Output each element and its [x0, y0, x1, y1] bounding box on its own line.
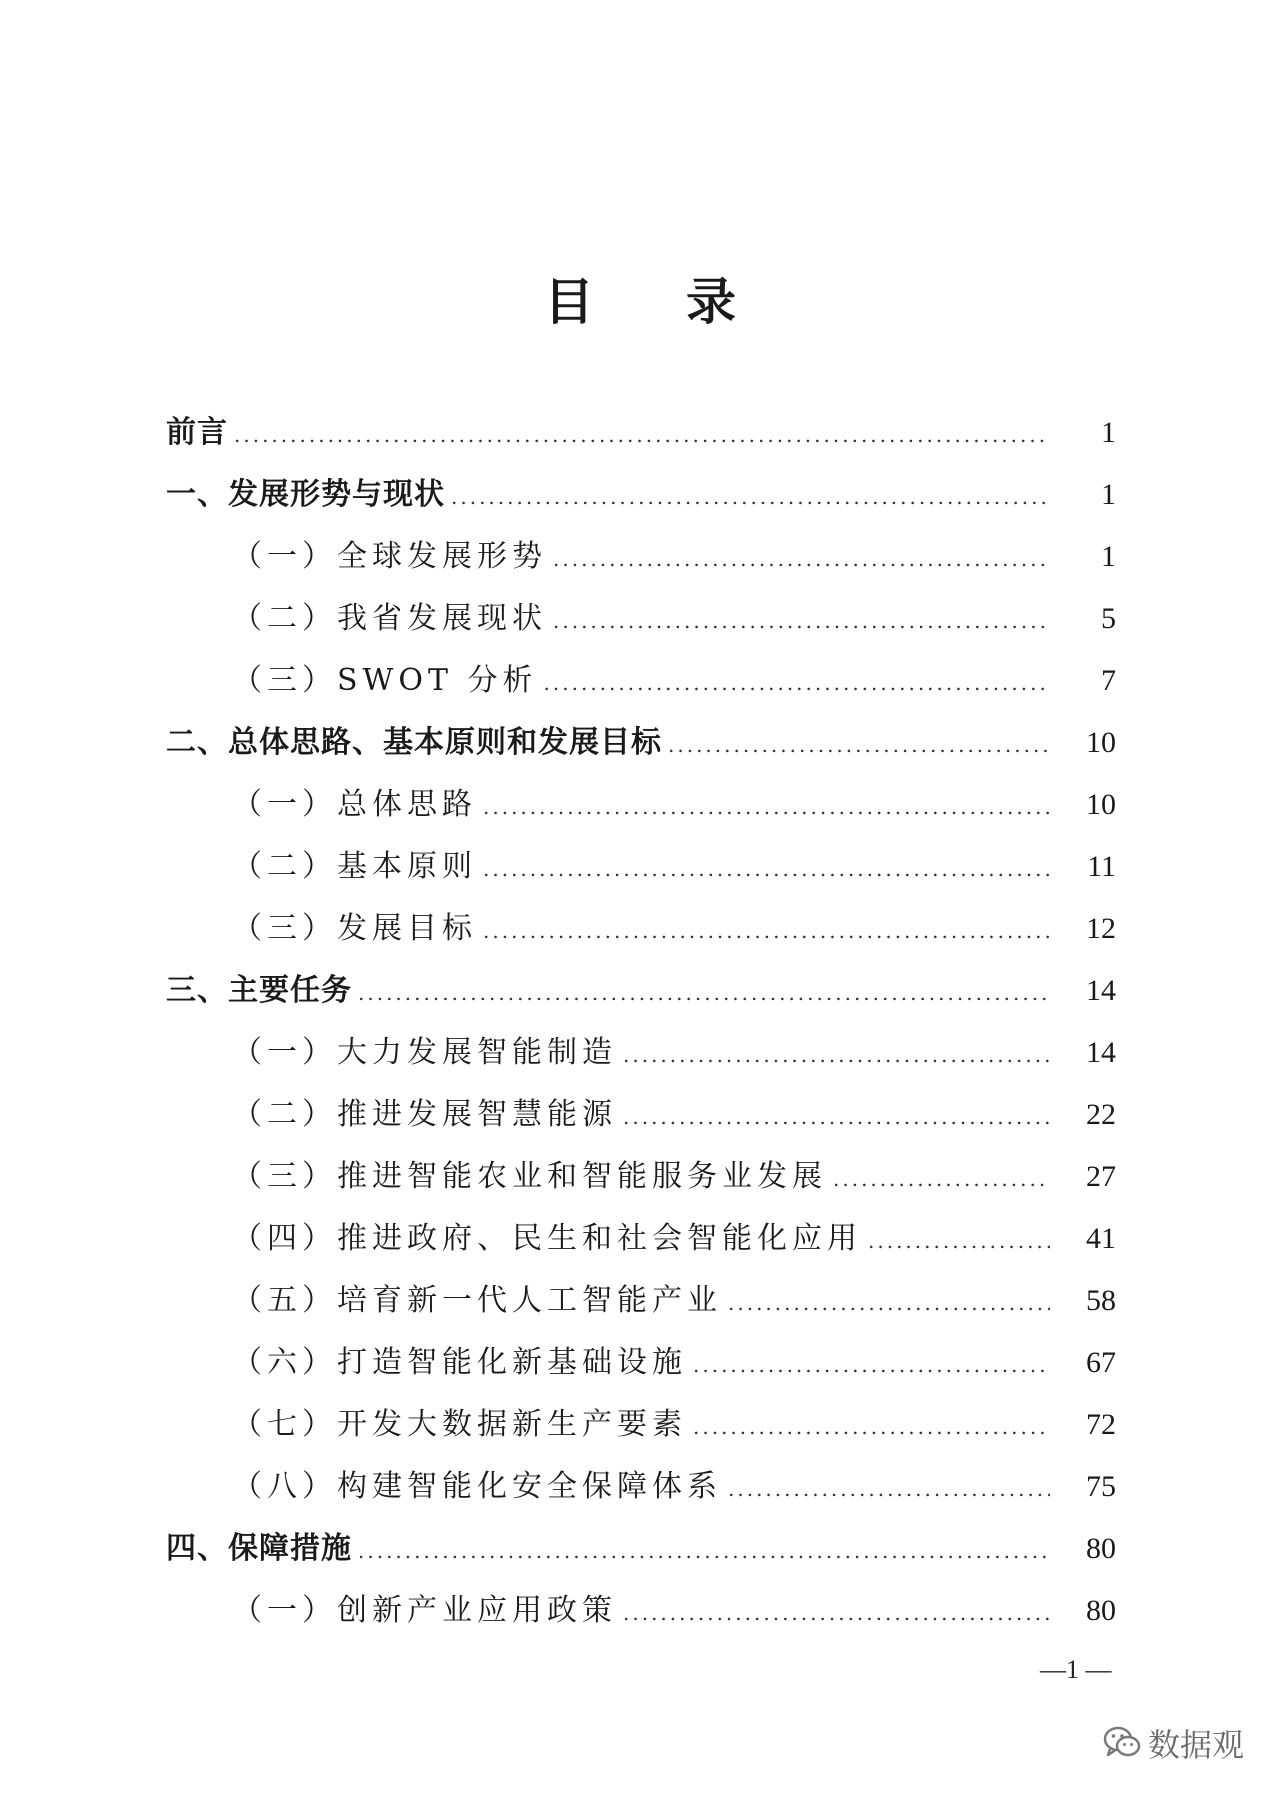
toc-dot-leader	[868, 1210, 1050, 1272]
toc-dot-leader	[728, 1458, 1050, 1520]
toc-dot-leader	[833, 1148, 1050, 1210]
toc-entry	[166, 588, 1116, 650]
toc-entry	[166, 836, 1116, 898]
watermark	[1102, 1720, 1244, 1766]
toc-page-number: 80	[1086, 1594, 1116, 1627]
toc-page-number: 67	[1086, 1346, 1116, 1379]
toc-page-number: 14	[1086, 1036, 1116, 1069]
toc-entry	[166, 960, 1116, 1022]
toc-entry	[166, 898, 1116, 960]
toc-entry-text: （三）推进智能农业和智能服务业发展	[232, 1159, 827, 1194]
toc-entry	[166, 1146, 1116, 1208]
toc-entry	[166, 1270, 1116, 1332]
toc-entry	[166, 526, 1116, 588]
toc-entry	[166, 402, 1116, 464]
watermark-text: 数据观	[1148, 1726, 1245, 1764]
toc-entry	[166, 1332, 1116, 1394]
toc-page-number: 1	[1101, 416, 1116, 449]
toc-entry-text: （二）我省发展现状	[232, 601, 547, 636]
toc-dot-leader	[358, 962, 1050, 1024]
toc-page-number: 72	[1086, 1408, 1116, 1441]
toc-entry-text: 二、总体思路、基本原则和发展目标	[166, 725, 662, 760]
toc-entry-text: （五）培育新一代人工智能产业	[232, 1283, 722, 1318]
toc-page-number: 27	[1086, 1160, 1116, 1193]
toc-entry	[166, 1580, 1116, 1642]
toc-entry-text: （一）总体思路	[232, 787, 477, 822]
toc-page-number: 1	[1101, 478, 1116, 511]
toc-entry-text: （一）大力发展智能制造	[232, 1035, 617, 1070]
toc-page-number: 10	[1086, 726, 1116, 759]
toc-dot-leader	[693, 1396, 1050, 1458]
toc-page-number: 12	[1086, 912, 1116, 945]
page-title	[0, 262, 1280, 334]
toc-page-number: 11	[1087, 850, 1116, 883]
toc-entry	[166, 1518, 1116, 1580]
toc-entry	[166, 464, 1116, 526]
toc-dot-leader	[693, 1334, 1050, 1396]
toc-dot-leader	[358, 1520, 1050, 1582]
toc-entry-text: 四、保障措施	[166, 1531, 352, 1566]
toc-page-number: 22	[1086, 1098, 1116, 1131]
toc-dot-leader	[483, 776, 1050, 838]
toc-entry	[166, 1394, 1116, 1456]
toc-entry	[166, 1456, 1116, 1518]
toc-dot-leader	[728, 1272, 1050, 1334]
toc-entry-text: （一）创新产业应用政策	[232, 1593, 617, 1628]
toc-dot-leader	[623, 1024, 1050, 1086]
toc-dot-leader	[451, 466, 1050, 528]
toc-page-number: 75	[1086, 1470, 1116, 1503]
toc-page-number: 10	[1086, 788, 1116, 821]
toc-entry	[166, 1084, 1116, 1146]
toc-entry-text: （八）构建智能化安全保障体系	[232, 1469, 722, 1504]
toc-dot-leader	[483, 900, 1050, 962]
toc-page-number: 80	[1086, 1532, 1116, 1565]
toc-dot-leader	[553, 528, 1050, 590]
toc-dot-leader	[483, 838, 1050, 900]
toc-entry-text: （二）推进发展智慧能源	[232, 1097, 617, 1132]
toc-dot-leader	[553, 590, 1050, 652]
toc-entry-text: （三）SWOT 分析	[232, 663, 538, 698]
toc-entry-text: （三）发展目标	[232, 911, 477, 946]
toc-entry-text: （二）基本原则	[232, 849, 477, 884]
page-number-footer: —1 —	[1040, 1655, 1112, 1684]
toc-entry	[166, 650, 1116, 712]
toc-entry	[166, 774, 1116, 836]
wechat-icon	[1102, 1725, 1142, 1761]
toc-page-number: 7	[1101, 664, 1116, 697]
toc-entry	[166, 712, 1116, 774]
toc-entry	[166, 1208, 1116, 1270]
toc-page-number: 58	[1086, 1284, 1116, 1317]
title-char-2: 录	[686, 273, 736, 331]
toc-entry-text: （七）开发大数据新生产要素	[232, 1407, 687, 1442]
toc-page-number: 5	[1101, 602, 1116, 635]
toc-entry-text: 一、发展形势与现状	[166, 477, 445, 512]
toc-page-number: 41	[1086, 1222, 1116, 1255]
toc-dot-leader	[234, 404, 1050, 466]
toc-page-number: 14	[1086, 974, 1116, 1007]
toc-entry-text: 三、主要任务	[166, 973, 352, 1008]
toc-page-number: 1	[1101, 540, 1116, 573]
toc-dot-leader	[623, 1582, 1050, 1644]
table-of-contents	[166, 402, 1116, 1642]
toc-dot-leader	[668, 714, 1050, 776]
toc-entry-text: （四）推进政府、民生和社会智能化应用	[232, 1221, 862, 1256]
toc-entry-text: （六）打造智能化新基础设施	[232, 1345, 687, 1380]
toc-dot-leader	[544, 652, 1050, 714]
toc-dot-leader	[623, 1086, 1050, 1148]
title-char-1: 目	[544, 273, 594, 331]
toc-entry-text: 前言	[166, 415, 228, 450]
toc-entry	[166, 1022, 1116, 1084]
toc-entry-text: （一）全球发展形势	[232, 539, 547, 574]
